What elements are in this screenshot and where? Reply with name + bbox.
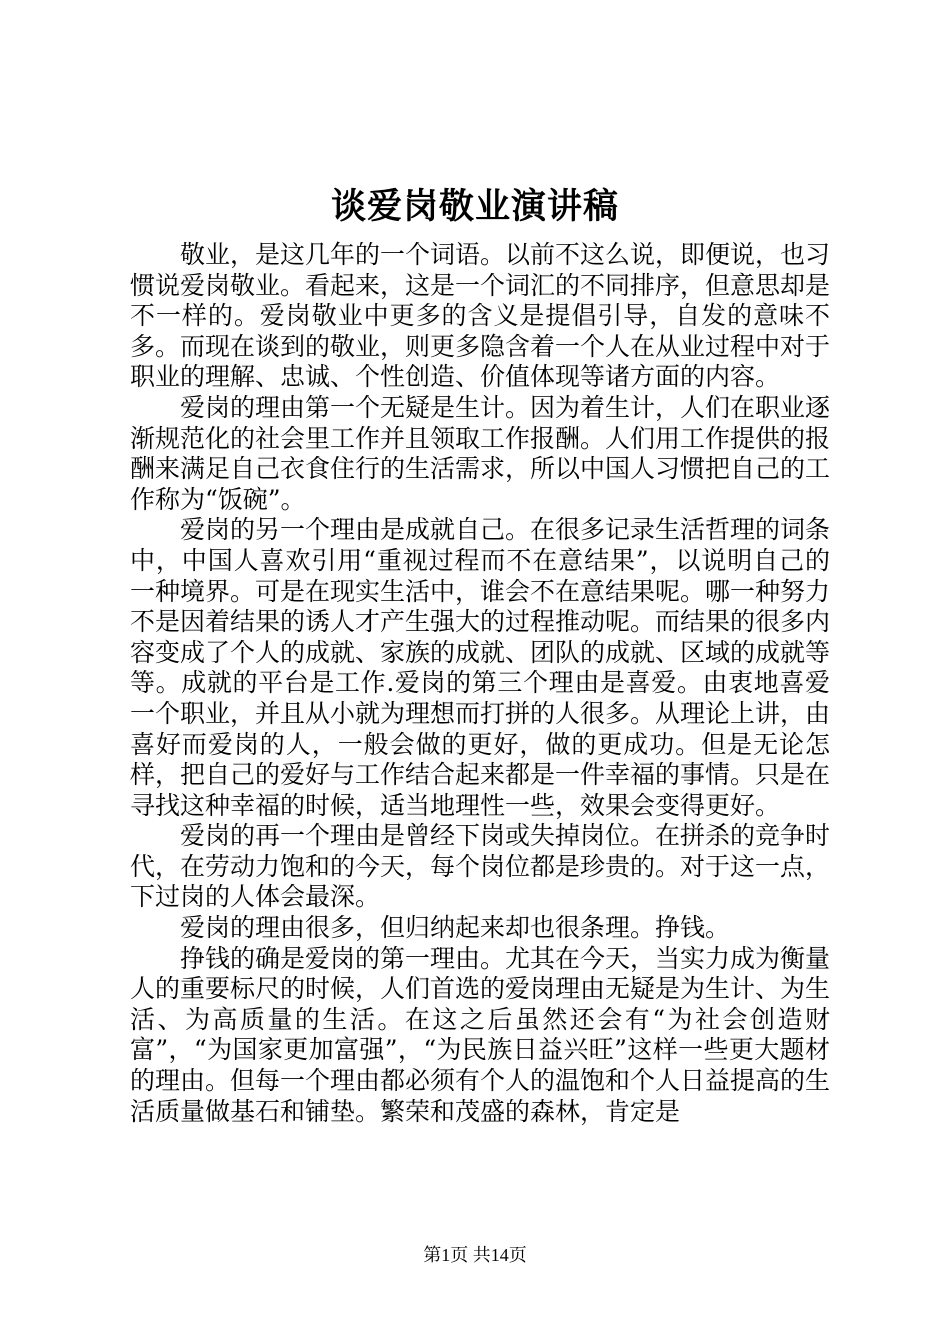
article-body — [130, 240, 830, 1127]
paragraph: 爱岗的再一个理由是曾经下岗或失掉岗位。在拼杀的竞争时代，在劳动力饱和的今天，每个岗位都是珍贵的。对于这一点，下过岗的人体会最深。 — [130, 821, 831, 912]
page-footer: 第1页 共14页 — [423, 1245, 527, 1265]
paragraph: 敬业，是这几年的一个词语。以前不这么说，即便说，也习惯说爱岗敬业。看起来，这是一个词汇的不同排序，但意思却是不一样的。爱岗敬业中更多的含义是提倡引导，自发的意味不多。而现在谈到的敬业，则更多隐含着一个人在从业过程中对于职业的理解、忠诚、个性创造、价值体现等诸方面的内容。 — [130, 240, 831, 392]
page-title: 谈爱岗敬业演讲稿 — [330, 186, 619, 227]
paragraph: 挣钱的确是爱岗的第一理由。尤其在今天，当实力成为衡量人的重要标尺的时候，人们首选的爱岗理由无疑是为生计、为生活、为高质量的生活。在这之后虽然还会有“为社会创造财富”，“为国家更加富强”，“为民族日益兴旺”这样一些更大题材的理由。但每一个理由都必须有个人的温饱和个人日益提高的生活质量做基石和铺垫。繁荣和茂盛的森林，肯定是 — [130, 943, 831, 1126]
paragraph: 爱岗的理由很多，但归纳起来却也很条理。挣钱。 — [180, 913, 731, 943]
paragraph: 爱岗的另一个理由是成就自己。在很多记录生活哲理的词条中，中国人喜欢引用“重视过程而不在意结果”，以说明自己的一种境界。可是在现实生活中，谁会不在意结果呢。哪一种努力不是因着结果的诱人才产生强大的过程推动呢。而结果的很多内容变成了个人的成就、家族的成就、团队的成就、区域的成就等等。成就的平台是工作.爱岗的第三个理由是喜爱。由衷地喜爱一个职业，并且从小就为理想而打拼的人很多。从理论上讲，由喜好而爱岗的人，一般会做的更好，做的更成功。但是无论怎样，把自己的爱好与工作结合起来都是一件幸福的事情。只是在寻找这种幸福的时候，适当地理性一些，效果会变得更好。 — [130, 515, 831, 820]
paragraph: 爱岗的理由第一个无疑是生计。因为着生计，人们在职业逐渐规范化的社会里工作并且领取工作报酬。人们用工作提供的报酬来满足自己衣食住行的生活需求，所以中国人习惯把自己的工作称为“饭碗”。 — [130, 392, 831, 514]
